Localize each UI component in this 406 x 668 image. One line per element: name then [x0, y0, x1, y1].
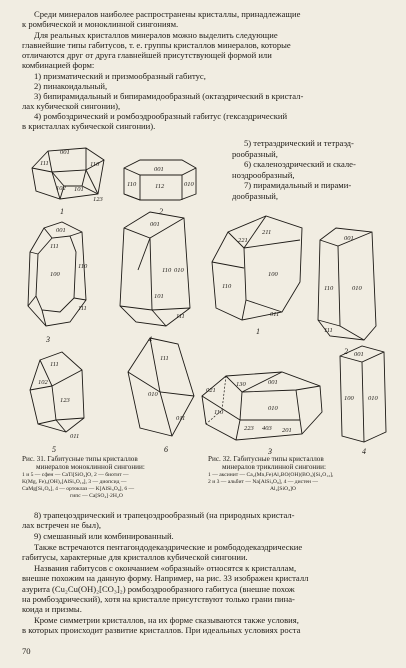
text-line: дообразный,	[232, 191, 278, 201]
figure-caption-line: 2 и 3 — альбит — Na[AlSi₃O₈], 4 — дистен —	[208, 479, 318, 485]
text-line: Для реальных кристаллов минералов можно выделить следующие	[34, 30, 278, 40]
face-label: 010	[148, 391, 158, 398]
figure-caption-line: гипс — Ca[SO₄]·2H₂O	[70, 493, 123, 499]
face-label: 010	[268, 405, 278, 412]
face-label: 101	[154, 293, 164, 300]
face-label: 110	[214, 409, 224, 416]
face-label: 110	[78, 263, 88, 270]
crystal-drawing	[28, 222, 88, 344]
face-label: 111	[160, 355, 169, 362]
face-label: 110	[90, 161, 100, 168]
figure-caption-title: Рис. 31. Габитусные типы кристаллов	[22, 455, 138, 463]
face-label: 011	[70, 433, 80, 440]
text-line: Названия габитусов с окончанием «образный» относятся к кристаллам,	[34, 563, 297, 573]
face-label: 001	[56, 227, 66, 234]
text-line: Кроме симметрии кристаллов, на их форме сказываются также условия,	[34, 615, 299, 625]
text-line: коида и призмы.	[22, 604, 82, 614]
figure-number: 3	[268, 447, 272, 456]
face-label: 001	[268, 379, 278, 386]
face-label: 010	[174, 267, 184, 274]
face-label: 123	[60, 397, 70, 404]
face-label: 001	[60, 149, 70, 156]
text-line: внешне похожим на данную форму. Например, на рис. 33 изображен кристалл	[22, 573, 309, 583]
face-label: 001	[354, 351, 364, 358]
face-label: 111	[78, 305, 87, 312]
text-line: комбинацией форм:	[22, 60, 95, 70]
figure-number: 4	[148, 335, 152, 344]
face-label: 011	[270, 311, 280, 318]
face-label: 110	[324, 285, 334, 292]
face-label: 021	[206, 387, 216, 394]
crystal-drawing	[128, 338, 194, 454]
list-item: 2) пинакоидальный,	[34, 81, 108, 91]
crystal-drawing	[340, 346, 386, 456]
text-line: ноэдрообразный,	[232, 170, 295, 180]
face-label: 111	[50, 243, 59, 250]
face-label: 100	[344, 395, 354, 402]
figure-number: 2	[344, 347, 348, 356]
face-label: 201	[282, 427, 292, 434]
list-item: 8) трапецоэдрический и трапецоэдрообразный (на природных кристал-	[34, 510, 295, 520]
list-item: 9) смешанный или комбинированный.	[34, 531, 174, 541]
crystal-drawing	[318, 228, 376, 356]
face-label: 102	[38, 379, 48, 386]
face-label: 001	[154, 166, 164, 173]
face-label: 011	[176, 415, 186, 422]
text-line: Также встречаются пентагондодекаэдрические и ромбододекаэдрические	[34, 542, 303, 552]
figure-caption-line: 1 — аксинит — Ca₂(Mn,Fe)Al₂BO(OH)(BO₃)[Si₄O₁₂],	[208, 472, 334, 478]
figure-caption-title: минералов триклинной сингонии:	[222, 463, 326, 471]
figure-caption-title: минералов моноклинной сингонии:	[36, 463, 145, 471]
face-label: 211	[262, 229, 272, 236]
text-line: азурита (Cu₂Cu(OH)₂[CO₃]₂) ромбоэдрообразного габитуса (внешне похож	[22, 584, 295, 594]
crystal-drawing	[212, 216, 302, 336]
face-label: 111	[324, 327, 333, 334]
face-label: 100	[50, 271, 60, 278]
figure-number: 2	[159, 207, 163, 216]
figure-number: 1	[60, 207, 64, 216]
face-label: 010	[368, 395, 378, 402]
crystal-drawing	[124, 160, 196, 216]
face-label: 110	[222, 283, 232, 290]
page-number: 70	[22, 646, 31, 656]
figure-number: 1	[256, 327, 260, 336]
face-label: 010	[352, 285, 362, 292]
text-line: в которых происходит развитие кристаллов. При идеальных условиях роста	[22, 625, 301, 635]
figure-caption-line: 1 и 5 — сфен — CaTi[SiO₄]O, 2 — биотит —	[22, 472, 129, 478]
list-item: 7) пирамидальный и пирами-	[244, 180, 352, 190]
text-line: в кристаллах кубической сингонии).	[22, 121, 156, 131]
figure-number: 4	[362, 447, 366, 456]
figure-caption-line: K(Mg, Fe)₃(OH)₂[AlSi₃O₁₀], 3 — диопсид —	[22, 479, 127, 485]
figure-number: 5	[52, 445, 56, 454]
crystal-drawing	[32, 148, 104, 216]
figure-caption-line: CaMg[Si₂O₆], 4 — ортоклаз — K[AlSi₃O₈], 6 —	[22, 486, 135, 492]
text-line: Среди минералов наиболее распространены кристаллы, принадлежащие	[34, 9, 301, 19]
text-line: габитусы, характерные для кристаллов кубической сингонии.	[22, 552, 248, 562]
crystal-drawing	[202, 372, 322, 456]
face-label: 110	[162, 267, 172, 274]
list-item: 1) призматический и призмообразный габитус,	[34, 71, 206, 81]
face-label: 123	[93, 196, 103, 203]
text-line: к ромбической и моноклинной сингониям.	[22, 19, 179, 29]
crystal-drawing	[30, 352, 84, 454]
face-label: 101	[74, 186, 84, 193]
face-label: 111	[176, 313, 185, 320]
figure-caption-title: Рис. 32. Габитусные типы кристаллов	[208, 455, 324, 463]
list-item: 3) бипирамидальный и бипирамидообразный (октаэдрический в кристал-	[34, 91, 304, 101]
text-line: на ромбоэдрический), хотя на кристалле присутствуют только грани пина-	[22, 594, 295, 604]
face-label: 001	[150, 221, 160, 228]
face-label: 102	[56, 185, 66, 192]
figure-number: 3	[46, 335, 50, 344]
face-label: 223	[244, 425, 254, 432]
face-label: 110	[127, 181, 137, 188]
face-label: 111	[50, 361, 59, 368]
list-item: 4) ромбоэдрический и ромбоэдрообразный габитус (гексаэдрический	[34, 111, 288, 121]
list-item: 5) тетраэдрический и тетраэд-	[244, 138, 354, 148]
face-label: 001	[344, 235, 354, 242]
text-line: главнейшие типы габитусов, т. е. группы кристаллов минералов, которые	[22, 40, 291, 50]
face-label: 100	[268, 271, 278, 278]
face-label: 112	[155, 183, 165, 190]
face-label: 010	[184, 181, 194, 188]
text-line: рообразный,	[232, 149, 278, 159]
text-line: лах кубической сингонии),	[22, 101, 121, 111]
crystal-drawing	[120, 212, 190, 344]
face-label: 130	[236, 381, 246, 388]
figure-caption-line: Al₂[SiO₄]O	[270, 486, 296, 492]
face-label: 221	[238, 237, 248, 244]
figure-number: 6	[164, 445, 168, 454]
face-label: 111	[40, 160, 49, 167]
list-item: 6) скаленоэдрический и скале-	[244, 159, 356, 169]
text-line: отличаются друг от друга главнейшей присутствующей формой или	[22, 50, 272, 60]
text-line: лах встречен не был),	[22, 520, 102, 530]
face-label: 403	[262, 425, 272, 432]
